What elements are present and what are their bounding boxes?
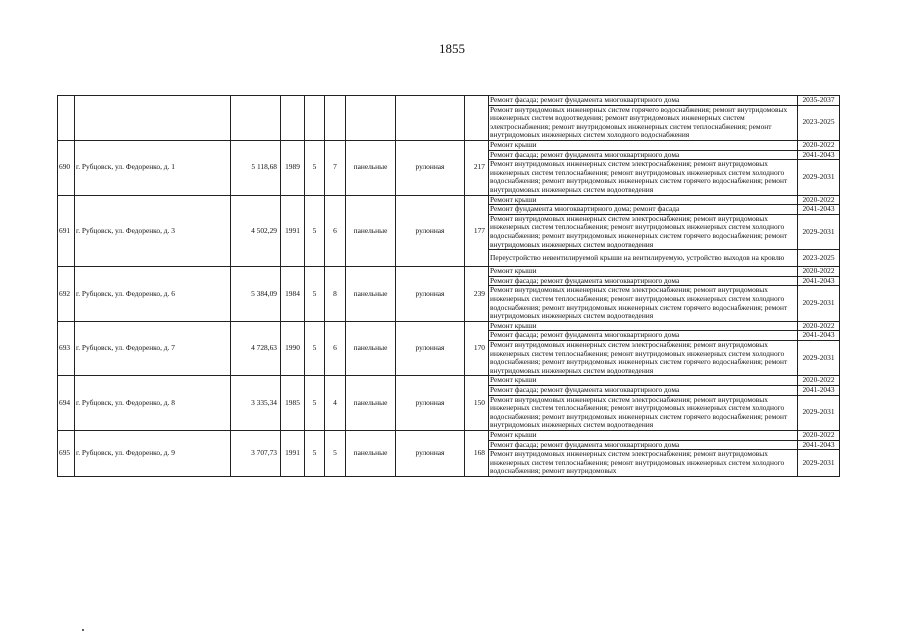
roof-type: рулонная	[396, 140, 465, 195]
residents-count: 217	[465, 140, 489, 195]
repair-work: Ремонт фасада; ремонт фундамента многоквартирного дома	[489, 386, 798, 396]
repair-period: 2041-2043	[798, 150, 840, 160]
repair-period: 2020-2022	[798, 140, 840, 150]
repair-work: Ремонт внутридомовых инженерных систем электроснабжения; ремонт внутридомовых инженерных систем теплоснабжения; ремонт внутридомовых инженерных систем холодного водоснабжения; ремонт внутридомовых инженерных систем горячего водоснабжения; ремонт внутридомовых инженерных систем водоотведения	[489, 395, 798, 430]
repair-period: 2029-2031	[798, 286, 840, 321]
repair-period: 2029-2031	[798, 214, 840, 249]
table-row	[58, 96, 840, 106]
wall-material	[346, 96, 396, 141]
repair-work: Ремонт внутридомовых инженерных систем электроснабжения; ремонт внутридомовых инженерных систем теплоснабжения; ремонт внутридомовых инженерных систем холодного водоснабжения; ремонт внутридомовых инженерных систем горячего водоснабжения; ремонт внутридомовых инженерных систем водоотведения	[489, 214, 798, 249]
wall-material: панельные	[346, 321, 396, 376]
table-row	[58, 195, 840, 205]
floors-count: 5	[305, 376, 325, 431]
wall-material: панельные	[346, 195, 396, 267]
roof-type: рулонная	[396, 430, 465, 476]
house-address: г. Рубцовск, ул. Федоренко, д. 6	[75, 267, 231, 322]
repair-period: 2041-2043	[798, 276, 840, 286]
wall-material: панельные	[346, 376, 396, 431]
residents-count: 239	[465, 267, 489, 322]
table-row	[58, 140, 840, 150]
house-area: 4 728,63	[231, 321, 281, 376]
residents-count	[465, 96, 489, 141]
repair-period: 2023-2025	[798, 105, 840, 140]
table-row	[58, 376, 840, 386]
repair-work: Ремонт фасада; ремонт фундамента многоквартирного дома	[489, 150, 798, 160]
build-year: 1991	[281, 195, 305, 267]
repair-work: Ремонт фундамента многоквартирного дома; ремонт фасада	[489, 205, 798, 215]
house-area: 5 118,68	[231, 140, 281, 195]
build-year: 1990	[281, 321, 305, 376]
entrances-count: 4	[325, 376, 346, 431]
build-year: 1984	[281, 267, 305, 322]
repair-period: 2029-2031	[798, 341, 840, 376]
entrances-count: 8	[325, 267, 346, 322]
repair-period: 2029-2031	[798, 395, 840, 430]
house-area: 5 384,09	[231, 267, 281, 322]
repair-work: Ремонт фасада; ремонт фундамента многоквартирного дома	[489, 331, 798, 341]
residents-count: 170	[465, 321, 489, 376]
repair-period: 2020-2022	[798, 195, 840, 205]
entrances-count: 6	[325, 321, 346, 376]
house-number: 691	[58, 195, 75, 267]
repair-work: Ремонт крыши	[489, 430, 798, 440]
repair-period: 2023-2025	[798, 250, 840, 267]
entrances-count: 6	[325, 195, 346, 267]
roof-type: рулонная	[396, 321, 465, 376]
page-number: 1855	[439, 41, 465, 56]
repair-period: 2041-2043	[798, 440, 840, 450]
house-area	[231, 96, 281, 141]
roof-type: рулонная	[396, 376, 465, 431]
scan-speck	[82, 629, 84, 631]
wall-material: панельные	[346, 267, 396, 322]
repair-work: Ремонт крыши	[489, 140, 798, 150]
repair-work: Ремонт внутридомовых инженерных систем электроснабжения; ремонт внутридомовых инженерных систем теплоснабжения; ремонт внутридомовых инженерных систем холодного водоснабжения; ремонт внутридомовых инженерных систем горячего водоснабжения; ремонт внутридомовых инженерных систем водоотведения	[489, 341, 798, 376]
house-number: 692	[58, 267, 75, 322]
house-number: 690	[58, 140, 75, 195]
entrances-count	[325, 96, 346, 141]
repair-period: 2029-2031	[798, 160, 840, 195]
residents-count: 150	[465, 376, 489, 431]
house-address	[75, 96, 231, 141]
house-address: г. Рубцовск, ул. Федоренко, д. 7	[75, 321, 231, 376]
repair-work: Ремонт крыши	[489, 267, 798, 277]
repair-schedule-table	[57, 95, 840, 477]
roof-type: рулонная	[396, 267, 465, 322]
wall-material: панельные	[346, 140, 396, 195]
repair-period: 2020-2022	[798, 430, 840, 440]
floors-count: 5	[305, 321, 325, 376]
house-area: 3 707,73	[231, 430, 281, 476]
roof-type: рулонная	[396, 195, 465, 267]
floors-count: 5	[305, 195, 325, 267]
repair-period: 2041-2043	[798, 386, 840, 396]
repair-work: Ремонт внутридомовых инженерных систем электроснабжения; ремонт внутридомовых инженерных систем теплоснабжения; ремонт внутридомовых инженерных систем холодного водоснабжения; ремонт внутридомовых инженерных систем горячего водоснабжения; ремонт внутридомовых инженерных систем водоотведения	[489, 160, 798, 195]
house-number: 694	[58, 376, 75, 431]
repair-work: Переустройство невентилируемой крыши на вентилируемую, устройство выходов на кровлю	[489, 250, 798, 267]
table-row	[58, 267, 840, 277]
repair-work: Ремонт крыши	[489, 376, 798, 386]
floors-count: 5	[305, 430, 325, 476]
repair-period: 2020-2022	[798, 267, 840, 277]
house-number	[58, 96, 75, 141]
table-row	[58, 321, 840, 331]
house-area: 3 335,34	[231, 376, 281, 431]
repair-work: Ремонт внутридомовых инженерных систем горячего водоснабжения; ремонт внутридомовых инженерных систем водоотведения; ремонт внутридомовых инженерных систем электроснабжения; ремонт внутридомовых инженерных систем теплоснабжения; ремонт внутридомовых инженерных систем холодного водоснабжения	[489, 105, 798, 140]
repair-period: 2020-2022	[798, 376, 840, 386]
table-body	[58, 96, 840, 477]
repair-period: 2035-2037	[798, 96, 840, 106]
build-year: 1989	[281, 140, 305, 195]
house-address: г. Рубцовск, ул. Федоренко, д. 1	[75, 140, 231, 195]
wall-material: панельные	[346, 430, 396, 476]
repair-period: 2029-2031	[798, 450, 840, 477]
roof-type	[396, 96, 465, 141]
residents-count: 168	[465, 430, 489, 476]
house-number: 695	[58, 430, 75, 476]
floors-count: 5	[305, 267, 325, 322]
floors-count	[305, 96, 325, 141]
table-row	[58, 430, 840, 440]
repair-period: 2041-2043	[798, 205, 840, 215]
repair-work: Ремонт фасада; ремонт фундамента многоквартирного дома	[489, 96, 798, 106]
residents-count: 177	[465, 195, 489, 267]
repair-work: Ремонт внутридомовых инженерных систем электроснабжения; ремонт внутридомовых инженерных систем теплоснабжения; ремонт внутридомовых инженерных систем холодного водоснабжения; ремонт внутридомовых	[489, 450, 798, 477]
repair-work: Ремонт крыши	[489, 321, 798, 331]
entrances-count: 5	[325, 430, 346, 476]
repair-work: Ремонт крыши	[489, 195, 798, 205]
repair-period: 2041-2043	[798, 331, 840, 341]
house-number: 693	[58, 321, 75, 376]
repair-work: Ремонт фасада; ремонт фундамента многоквартирного дома	[489, 276, 798, 286]
floors-count: 5	[305, 140, 325, 195]
build-year: 1985	[281, 376, 305, 431]
build-year	[281, 96, 305, 141]
build-year: 1991	[281, 430, 305, 476]
house-area: 4 502,29	[231, 195, 281, 267]
entrances-count: 7	[325, 140, 346, 195]
repair-work: Ремонт фасада; ремонт фундамента многоквартирного дома	[489, 440, 798, 450]
repair-work: Ремонт внутридомовых инженерных систем электроснабжения; ремонт внутридомовых инженерных систем теплоснабжения; ремонт внутридомовых инженерных систем холодного водоснабжения; ремонт внутридомовых инженерных систем горячего водоснабжения; ремонт внутридомовых инженерных систем водоотведения	[489, 286, 798, 321]
repair-period: 2020-2022	[798, 321, 840, 331]
house-address: г. Рубцовск, ул. Федоренко, д. 8	[75, 376, 231, 431]
house-address: г. Рубцовск, ул. Федоренко, д. 9	[75, 430, 231, 476]
house-address: г. Рубцовск, ул. Федоренко, д. 3	[75, 195, 231, 267]
